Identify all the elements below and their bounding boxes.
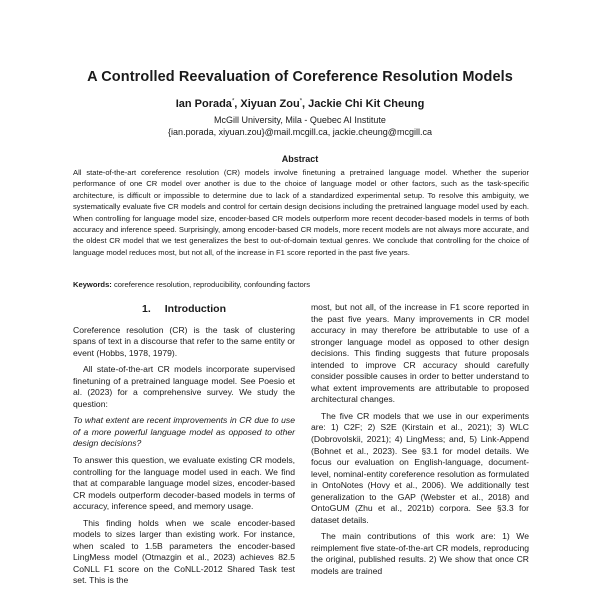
research-question: To what extent are recent improvements in CR due to use of a more powerful language model as opposed to other design decisions?	[73, 415, 295, 449]
affiliation: McGill University, Mila - Quebec AI Institute	[214, 115, 386, 125]
author-name: Jackie Chi Kit Cheung	[308, 98, 425, 110]
paragraph: This finding holds when we scale encoder-based models to sizes larger than existing work. For instance, when scaled to 1.5B parameters the encoder-based LingMess model (Otmazgin et al., 2023) achieves 82.5 CoNLL F1 score on the CoNLL-2012 Shared Task test set. This is the	[73, 517, 295, 586]
abstract-heading: Abstract	[281, 154, 319, 164]
section-number: 1.	[141, 303, 151, 315]
paragraph: All state-of-the-art CR models incorporate supervised finetuning of a pretrained language model. See Poesio et al. (2023) for a comprehensive survey. We study the question:	[73, 364, 295, 409]
section-title: Introduction	[164, 303, 226, 315]
paragraph: The five CR models that we use in our experiments are: 1) C2F; 2) S2E (Kirstain et al., 2021); 3) WLC (Dobrovolskii, 2021); 4) LingMess; and, 5) Link-Append (Bohnet et al., 2023). See §3.1 for model details. We focus our evaluation on English-language, document-level, nominal-entity coreference resolution as formulated in OntoNotes (Hovy et al., 2006). We additionally test generalization to the GAP (Webster et al., 2018) and OntoGUM (Zhu et al., 2021b) corpora. See §3.3 for dataset details.	[311, 410, 529, 525]
keywords-label: Keywords:	[73, 280, 112, 289]
keywords-text: coreference resolution, reproducibility, confounding factors	[111, 280, 311, 289]
abstract-text: All state-of-the-art coreference resolution (CR) models involve finetuning a pretrained language model. Whether the superior performance of one CR model over another is due to the choice of language model or other factors, such as the task-specific architecture, is difficult or impossible to determine due to lack of a standardized experimental setup. To resolve this ambiguity, we systematically evaluate five CR models and control for certain design decisions including the pretrained language model used by each. When controlling for language model size, encoder-based CR models outperform more recent decoder-based models in terms of both accuracy and inference speed. Surprisingly, among encoder-based CR models, more recent models are not always more accurate, and the oldest CR model that we test generalizes the best to out-of-domain textual genres. We conclude that controlling for the choice of language model reduces most, but not all, of the increase in F1 score reported in the past five years.	[73, 168, 529, 257]
section-heading	[73, 304, 295, 316]
keywords-line	[73, 279, 529, 290]
author-name: Ian Porada	[175, 98, 232, 110]
paper-title: A Controlled Reevaluation of Coreference Resolution Models	[87, 69, 513, 85]
equal-contribution-mark: *	[299, 98, 303, 105]
left-column	[73, 302, 295, 592]
equal-contribution-mark: *	[231, 98, 235, 105]
right-column	[311, 302, 529, 583]
author-list: Ian Porada*, Xiyuan Zou*, Jackie Chi Kit Cheung	[175, 98, 425, 110]
paragraph: The main contributions of this work are: 1) We reimplement five state-of-the-art CR models, reproducing the original, published results. 2) We show that once CR models are trained	[311, 531, 529, 577]
paragraph: most, but not all, of the increase in F1 score reported in the past five years. Many improvements in CR model accuracy in may therefore be attributable to use of a stronger language model as opposed to other design decisions. This finding suggests that future proposals intended to improve CR accuracy should carefully consider possible causes in order to better understand to what extent improvements are attributable to proposed architectural changes.	[311, 302, 529, 405]
author-name: Xiyuan Zou	[240, 98, 300, 110]
paragraph: Coreference resolution (CR) is the task of clustering spans of text in a discourse that refer to the same entity or event (Hobbs, 1978, 1979).	[73, 324, 295, 358]
paragraph: To answer this question, we evaluate existing CR models, controlling for the language model used in each. We find that at comparable language model sizes, encoder-based CR models outperform decoder-based models in terms of accuracy, inference speed, and memory usage.	[73, 455, 295, 512]
author-emails: {ian.porada, xiyuan.zou}@mail.mcgill.ca, jackie.cheung@mcgill.ca	[168, 127, 432, 137]
